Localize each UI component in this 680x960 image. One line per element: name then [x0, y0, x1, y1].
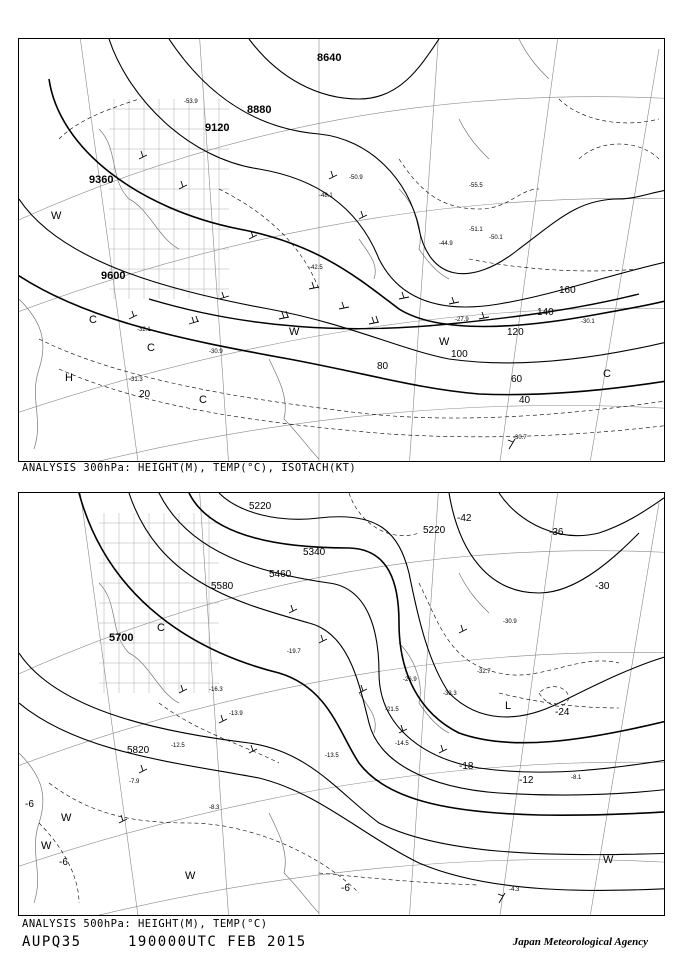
- temp-value: -19.7: [287, 649, 301, 655]
- warm-marker: W: [41, 840, 52, 852]
- temp-value: -30.1: [581, 319, 595, 325]
- map-500hpa: [18, 492, 665, 916]
- temp-value: -30.9: [209, 349, 223, 355]
- isotherm-label: -6: [59, 857, 68, 868]
- height-contours: [19, 493, 664, 890]
- temp-value: -4.3: [509, 887, 520, 893]
- temp-value: -32.1: [137, 327, 151, 333]
- warm-marker: W: [603, 854, 614, 866]
- chart-code: AUPQ35: [22, 934, 82, 950]
- temp-value: -16.3: [209, 687, 223, 693]
- isotach-label: 40: [519, 395, 531, 406]
- height-label-9360: 9360: [89, 174, 114, 186]
- height-label: 5220: [249, 501, 272, 512]
- isotherm-label: -36: [549, 527, 564, 538]
- isotachs: [39, 99, 664, 437]
- height-label-9600: 9600: [101, 270, 126, 282]
- temp-value: -55.5: [469, 183, 483, 189]
- map-300hpa-canvas: [19, 39, 664, 461]
- warm-marker: W: [185, 870, 196, 882]
- cold-marker: C: [157, 622, 165, 634]
- temp-value: -53.9: [184, 99, 198, 105]
- temp-value: -8.3: [209, 805, 220, 811]
- temp-value: -30.9: [503, 619, 517, 625]
- isotach-label: 160: [559, 285, 576, 296]
- height-label: 5460: [269, 569, 292, 580]
- warm-marker: W: [51, 210, 62, 222]
- temp-value: -44.9: [439, 241, 453, 247]
- high-marker: H: [65, 372, 73, 384]
- height-label-9120: 9120: [205, 122, 230, 134]
- warm-marker: W: [289, 326, 300, 338]
- isotherm-label: -6: [341, 883, 350, 894]
- agency-name: Japan Meteorological Agency: [512, 936, 648, 948]
- temp-value: -51.1: [469, 227, 483, 233]
- temp-value: -12.5: [171, 743, 185, 749]
- temp-value: -33.3: [443, 691, 457, 697]
- temp-value: -26.9: [403, 677, 417, 683]
- isotherms: [39, 493, 619, 903]
- isotach-label: 140: [537, 307, 554, 318]
- temp-value: -31.3: [129, 377, 143, 383]
- isotherm-label: -18: [459, 761, 474, 772]
- temp-value: -50.1: [489, 235, 503, 241]
- hatch-region: [99, 513, 219, 693]
- caption-300hpa: ANALYSIS 300hPa: HEIGHT(M), TEMP(°C), ISOTACH(KT): [22, 462, 357, 474]
- temp-value: -30.7: [513, 435, 527, 441]
- height-label: 5220: [423, 525, 446, 536]
- isotherm-label: -12: [519, 775, 534, 786]
- valid-time: 190000UTC FEB 2015: [128, 934, 307, 950]
- height-label: 5700: [109, 632, 134, 644]
- warm-marker: W: [439, 336, 450, 348]
- temp-value: -8.1: [571, 775, 582, 781]
- height-label-8640: 8640: [317, 52, 342, 64]
- isotach-label: 80: [377, 361, 389, 372]
- temp-value: -7.9: [129, 779, 140, 785]
- temp-value: -50.9: [349, 175, 363, 181]
- wind-barbs: [119, 605, 505, 903]
- temp-value: -14.5: [395, 741, 409, 747]
- height-label: 5580: [211, 581, 234, 592]
- height-label-8880: 8880: [247, 104, 272, 116]
- map-300hpa: [18, 38, 665, 462]
- temp-value: -27.9: [455, 317, 469, 323]
- height-contours: [19, 39, 664, 395]
- isotach-label: 20: [139, 389, 151, 400]
- graticule: [19, 493, 664, 915]
- caption-500hpa: ANALYSIS 500hPa: HEIGHT(M), TEMP(°C): [22, 918, 268, 930]
- map-500hpa-canvas: [19, 493, 664, 915]
- isotherm-label: -42: [457, 513, 472, 524]
- warm-marker: W: [61, 812, 72, 824]
- isotherm-label: -24: [555, 707, 570, 718]
- cold-marker: C: [603, 368, 611, 380]
- height-label: 5820: [127, 745, 150, 756]
- isotach-label: 60: [511, 374, 523, 385]
- cold-marker: C: [89, 314, 97, 326]
- temp-value: -42.5: [309, 265, 323, 271]
- graticule: [19, 39, 664, 461]
- low-marker: L: [505, 700, 512, 712]
- temp-value: -13.5: [325, 753, 339, 759]
- temp-value: -48.1: [319, 193, 333, 199]
- temp-value: -21.5: [385, 707, 399, 713]
- cold-marker: C: [199, 394, 207, 406]
- isotach-label: 100: [451, 349, 468, 360]
- cold-marker: C: [147, 342, 155, 354]
- isotach-label: 120: [507, 327, 524, 338]
- isotherm-label: -30: [595, 581, 610, 592]
- temp-value: -13.9: [229, 711, 243, 717]
- isotherm-label: -6: [25, 799, 34, 810]
- coastlines: [19, 573, 489, 913]
- height-label: 5340: [303, 547, 326, 558]
- temp-value: -32.7: [477, 669, 491, 675]
